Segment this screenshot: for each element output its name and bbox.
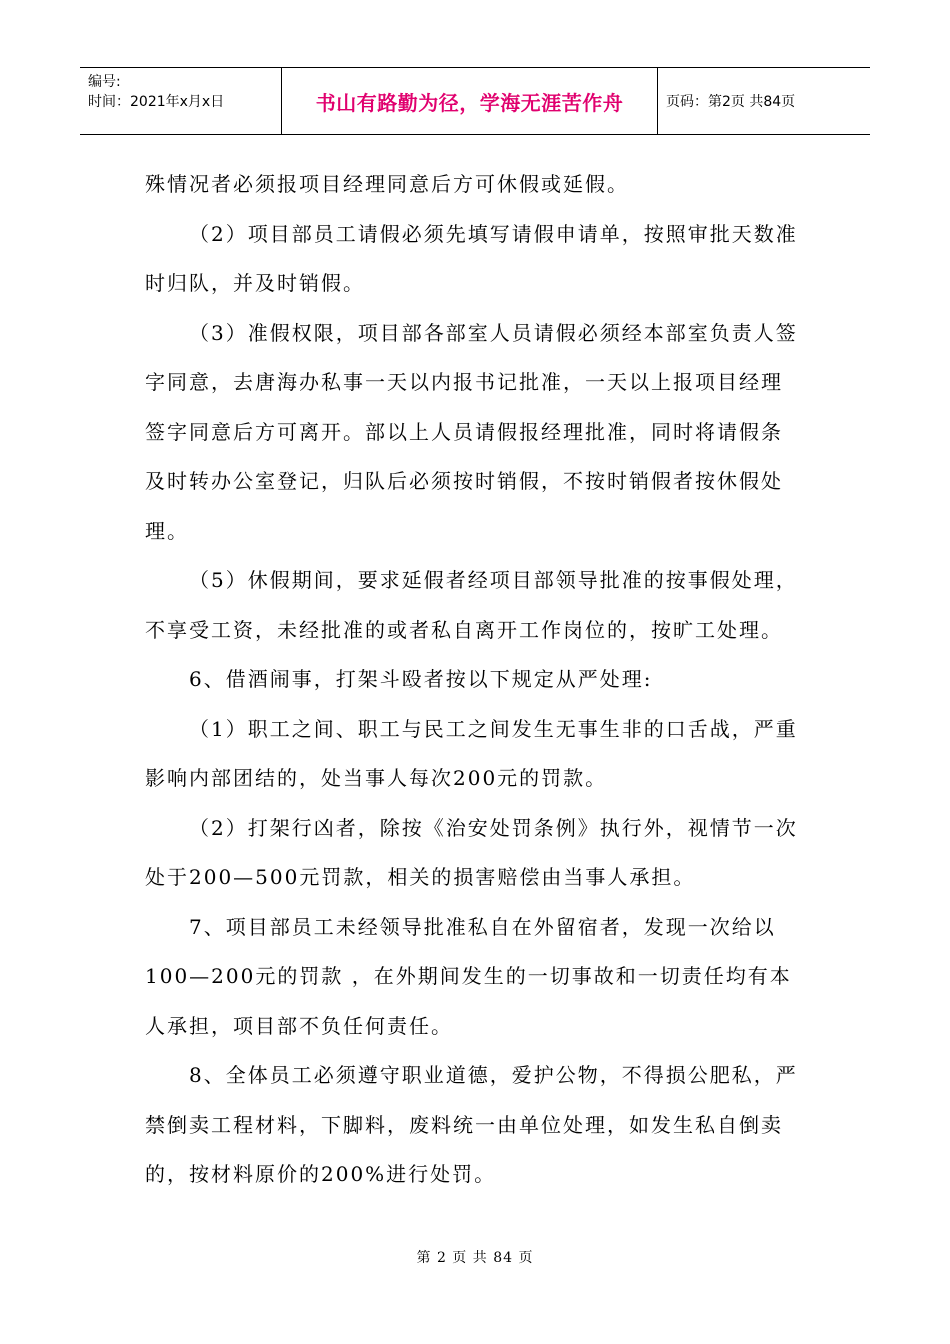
document-number-label: 编号: [88, 74, 121, 90]
text-line: 殊情况者必须报项目经理同意后方可休假或延假。 [145, 172, 629, 196]
document-body [145, 160, 810, 1200]
text-line: 时归队，并及时销假。 [145, 271, 365, 295]
text-line: 6、借酒闹事，打架斗殴者按以下规定从严处理: [189, 667, 653, 691]
document-header [80, 67, 870, 135]
text-line: 人承担，项目部不负任何责任。 [145, 1013, 453, 1038]
text-line: 7、项目部员工未经领导批准私自在外留宿者，发现一次给以 [189, 914, 776, 939]
text-line: 及时转办公室登记，归队后必须按时销假，不按时销假者按休假处 [145, 469, 783, 493]
text-line: 字同意，去唐海办私事一天以内报书记批准，一天以上报项目经理 [145, 370, 783, 394]
text-line: 签字同意后方可离开。部以上人员请假报经理批准，同时将请假条 [145, 419, 783, 444]
header-motto: 书山有路勤为径，学海无涯苦作舟 [282, 68, 658, 134]
page-footer: 第 2 页 共 84 页 [416, 1250, 534, 1266]
text-line: 禁倒卖工程材料，下脚料，废料统一由单位处理，如发生私自倒卖 [145, 1112, 783, 1137]
text-line: （5）休假期间，要求延假者经项目部领导批准的按事假处理， [189, 568, 798, 592]
text-line: 100—200元的罚款 ，在外期间发生的一切事故和一切责任均有本 [145, 964, 792, 988]
document-time: 时间：2021年x月x日 [88, 94, 225, 110]
text-line: 的，按材料原价的200%进行处罚。 [145, 1162, 497, 1186]
text-line: 不享受工资，未经批准的或者私自离开工作岗位的，按旷工处理。 [145, 617, 783, 642]
text-line: 8、全体员工必须遵守职业道德，爱护公物，不得损公肥私，严 [189, 1063, 798, 1087]
header-meta [80, 68, 282, 134]
header-page-code: 页码：第2页 共84页 [666, 94, 796, 110]
text-line: 处于200—500元罚款，相关的损害赔偿由当事人承担。 [145, 865, 696, 889]
text-line: （2）打架行凶者，除按《治安处罚条例》执行外，视情节一次 [189, 815, 798, 840]
text-line: （2）项目部员工请假必须先填写请假申请单，按照审批天数准 [189, 221, 798, 246]
text-line: 理。 [145, 518, 189, 543]
text-line: 影响内部团结的，处当事人每次200元的罚款。 [145, 766, 608, 790]
text-line: （3）准假权限，项目部各部室人员请假必须经本部室负责人签 [189, 320, 798, 345]
text-line: （1）职工之间、职工与民工之间发生无事生非的口舌战，严重 [189, 716, 798, 741]
